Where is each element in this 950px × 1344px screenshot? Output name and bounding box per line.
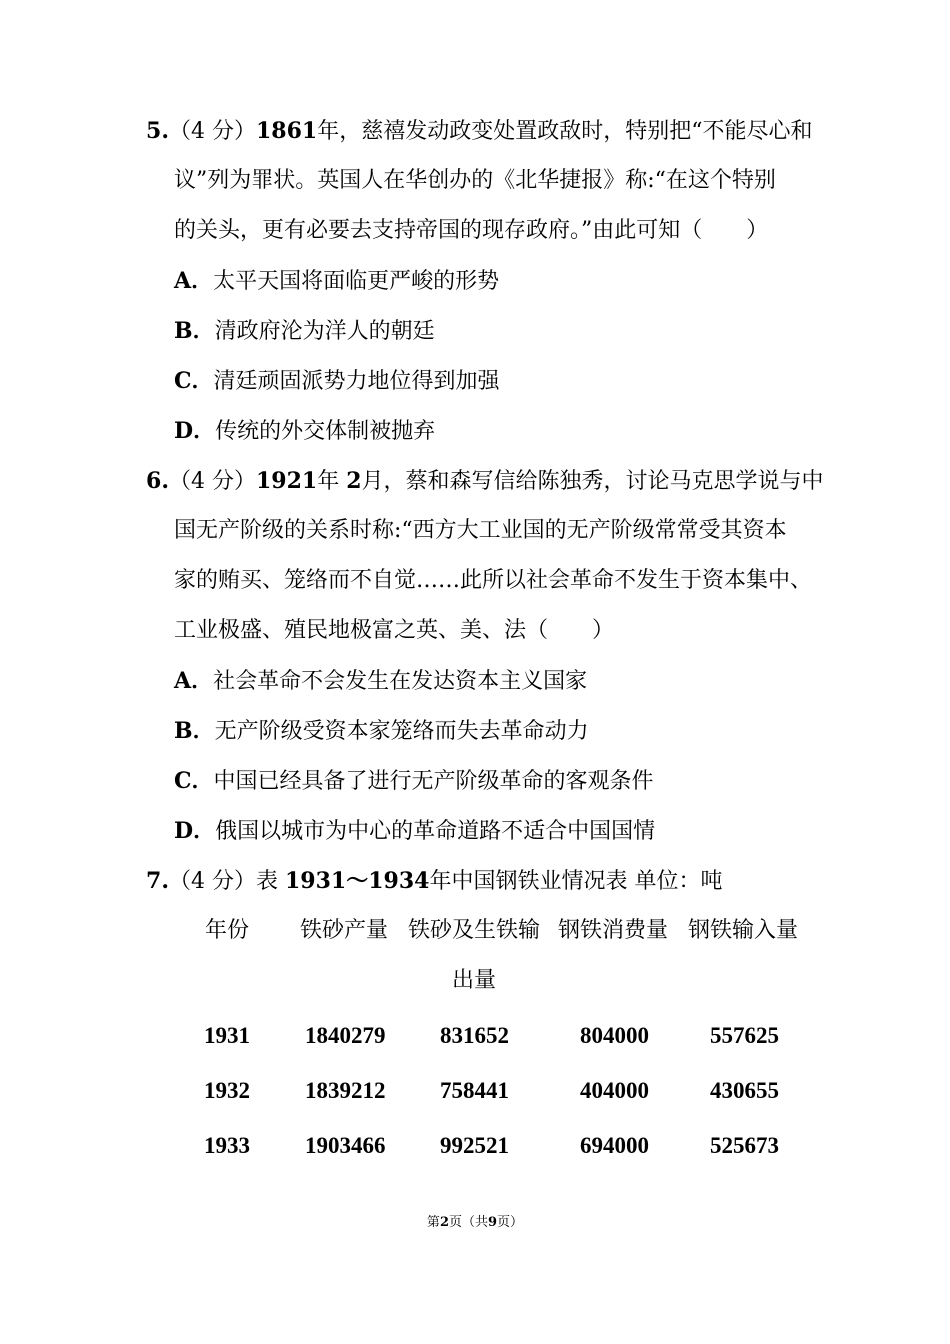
q6-option-d[interactable]: D．俄国以城市为中心的革命道路不适合中国国情 — [174, 818, 656, 844]
table-cell: 525673 — [710, 1133, 779, 1158]
table-header-ore-output: 铁砂产量 — [300, 918, 389, 943]
q6-score: （4 分） — [168, 469, 256, 494]
table-cell: 992521 — [440, 1133, 509, 1158]
table-cell: 1932 — [204, 1078, 250, 1103]
q6-option-c[interactable]: C．中国已经具备了进行无产阶级革命的客观条件 — [174, 768, 654, 794]
q6-option-b[interactable]: B．无产阶级受资本家笼络而失去革命动力 — [174, 718, 589, 744]
table-cell: 1839212 — [305, 1078, 386, 1103]
table-header-ore-export: 铁砂及生铁输 — [408, 918, 541, 943]
q6-stem-line3: 家的贿买、笼络而不自觉……此所以社会革命不发生于资本集中、 — [174, 568, 813, 593]
table-header-steel-import: 钢铁输入量 — [688, 918, 799, 943]
q5-stem-line1: 5.（4 分）1861年，慈禧发动政变处置政敌时，特别把“不能尽心和 — [146, 118, 813, 144]
q6-number: 6 — [146, 468, 162, 494]
page-footer: 第2页（共9页） — [426, 1215, 524, 1230]
q7-number: 7 — [146, 868, 162, 894]
q6-option-a[interactable]: A．社会革命不会发生在发达资本主义国家 — [174, 668, 588, 694]
table-cell: 557625 — [710, 1023, 779, 1048]
table-cell: 1840279 — [305, 1023, 386, 1048]
q5-year: 1861 — [255, 118, 318, 144]
table-cell: 758441 — [440, 1078, 509, 1103]
q5-option-d[interactable]: D．传统的外交体制被抛弃 — [174, 418, 436, 444]
table-cell: 404000 — [580, 1078, 649, 1103]
table-header-steel-consumption: 钢铁消费量 — [558, 918, 669, 943]
table-header-year: 年份 — [205, 918, 250, 943]
q7-score: （4 分） — [168, 869, 256, 894]
q5-option-a[interactable]: A．太平天国将面临更严峻的形势 — [174, 268, 500, 294]
q5-score: （4 分） — [168, 119, 256, 144]
table-cell: 831652 — [440, 1023, 509, 1048]
q6-stem-line2: 国无产阶级的关系时称:“西方大工业国的无产阶级常常受其资本 — [174, 518, 787, 543]
q5-option-c[interactable]: C．清廷顽固派势力地位得到加强 — [174, 368, 500, 394]
table-cell: 1903466 — [305, 1133, 386, 1158]
q6-stem-line1: 6.（4 分）1921年 2月，蔡和森写信给陈独秀，讨论马克思学说与中 — [146, 468, 824, 494]
q6-stem-line4: 工业极盛、殖民地极富之英、美、法（ ） — [174, 618, 615, 643]
current-page: 2 — [439, 1215, 449, 1230]
q7-stem: 7.（4 分）表 1931～1934年中国钢铁业情况表 单位：吨 — [146, 868, 723, 894]
total-pages: 9 — [488, 1215, 498, 1230]
table-cell: 1931 — [204, 1023, 250, 1048]
q5-option-b[interactable]: B．清政府沦为洋人的朝廷 — [174, 318, 435, 344]
table-header-ore-export-wrap: 出量 — [452, 968, 497, 993]
q5-stem-line2: 议”列为罪状。英国人在华创办的《北华捷报》称:“在这个特别 — [174, 168, 776, 193]
table-cell: 1933 — [204, 1133, 250, 1158]
table-cell: 694000 — [580, 1133, 649, 1158]
q5-number: 5 — [146, 118, 162, 144]
q5-stem-line3: 的关头，更有必要去支持帝国的现存政府。”由此可知（ ） — [174, 218, 769, 243]
table-cell: 804000 — [580, 1023, 649, 1048]
table-cell: 430655 — [710, 1078, 779, 1103]
